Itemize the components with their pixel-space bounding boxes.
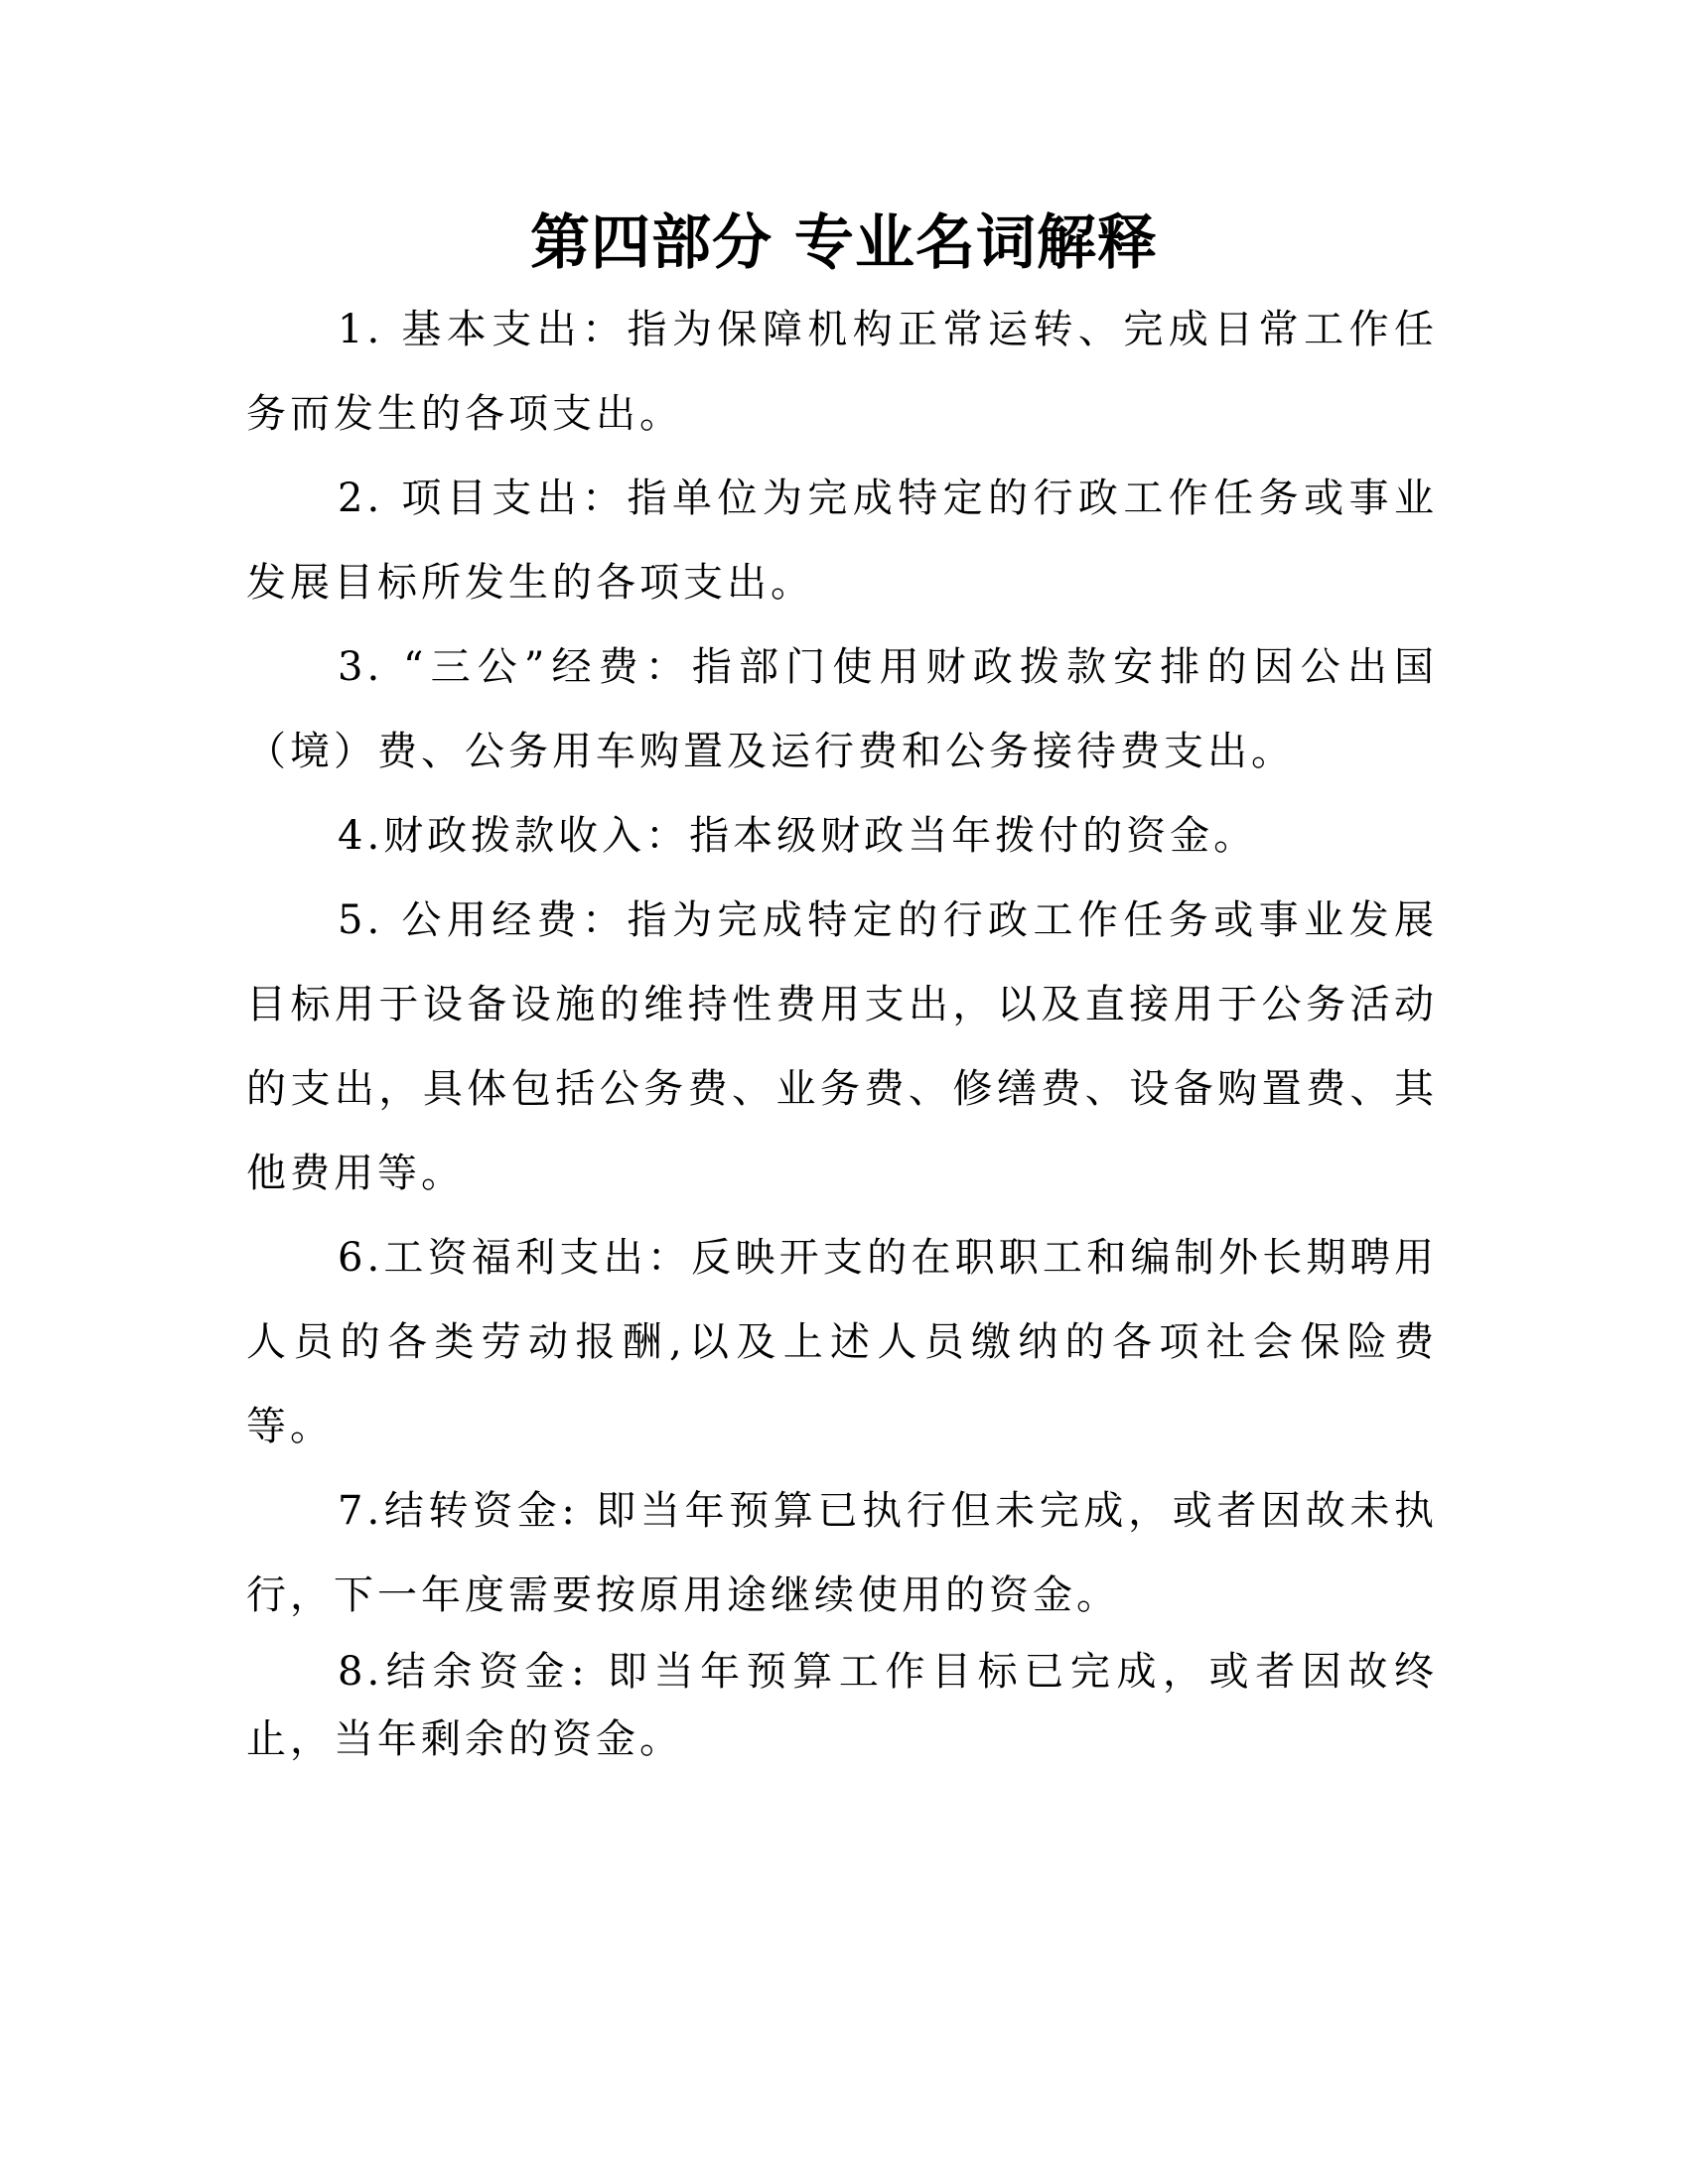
definition-term: 5. 公用经费： [338,897,628,943]
definition-term: 3. “三公”经费： [338,644,692,690]
definition-term: 6.工资福利支出： [338,1235,692,1281]
definition-text: 指为保障机构正常运转、完成日常工作任务而发生的各项支出。 [246,307,1439,437]
definition-paragraph-5 [246,879,1438,1216]
definition-text: 指本级财政当年拨付的资金。 [689,813,1258,859]
definition-text: 即当年预算已执行但未完成，或者因故未执行，下一年度需要按原用途继续使用的资金。 [246,1488,1438,1618]
definition-paragraph-2 [246,457,1438,625]
document-body [246,288,1438,1773]
definition-paragraph-8 [246,1638,1438,1773]
definition-term: 7.结转资金: [338,1488,597,1534]
definition-term: 1. 基本支出： [338,307,628,352]
definition-text: 即当年预算工作目标已完成，或者因故终止，当年剩余的资金。 [246,1649,1439,1762]
definition-term: 8.结余资金: [338,1649,608,1695]
definition-paragraph-6 [246,1216,1438,1469]
definition-paragraph-7 [246,1469,1438,1638]
definition-paragraph-3 [246,625,1438,794]
page-title: 第四部分 专业名词解释 [530,208,1158,278]
definition-text: 指单位为完成特定的行政工作任务或事业发展目标所发生的各项支出。 [246,476,1439,606]
definition-term: 2. 项目支出： [338,476,628,521]
definition-term: 4.财政拨款收入： [338,813,690,859]
definition-paragraph-1 [246,288,1438,457]
definition-text: 反映开支的在职职工和编制外长期聘用人员的各类劳动报酬,以及上述人员缴纳的各项社会保险费等。 [246,1235,1438,1449]
definition-text: 指部门使用财政拨款安排的因公出国（境）费、公务用车购置及运行费和公务接待费支出。 [246,644,1439,774]
definition-text: 指为完成特定的行政工作任务或事业发展目标用于设备设施的维持性费用支出，以及直接用于公务活动的支出，具体包括公务费、业务费、修缮费、设备购置费、其他费用等。 [246,897,1439,1196]
definition-paragraph-4 [246,794,1438,879]
